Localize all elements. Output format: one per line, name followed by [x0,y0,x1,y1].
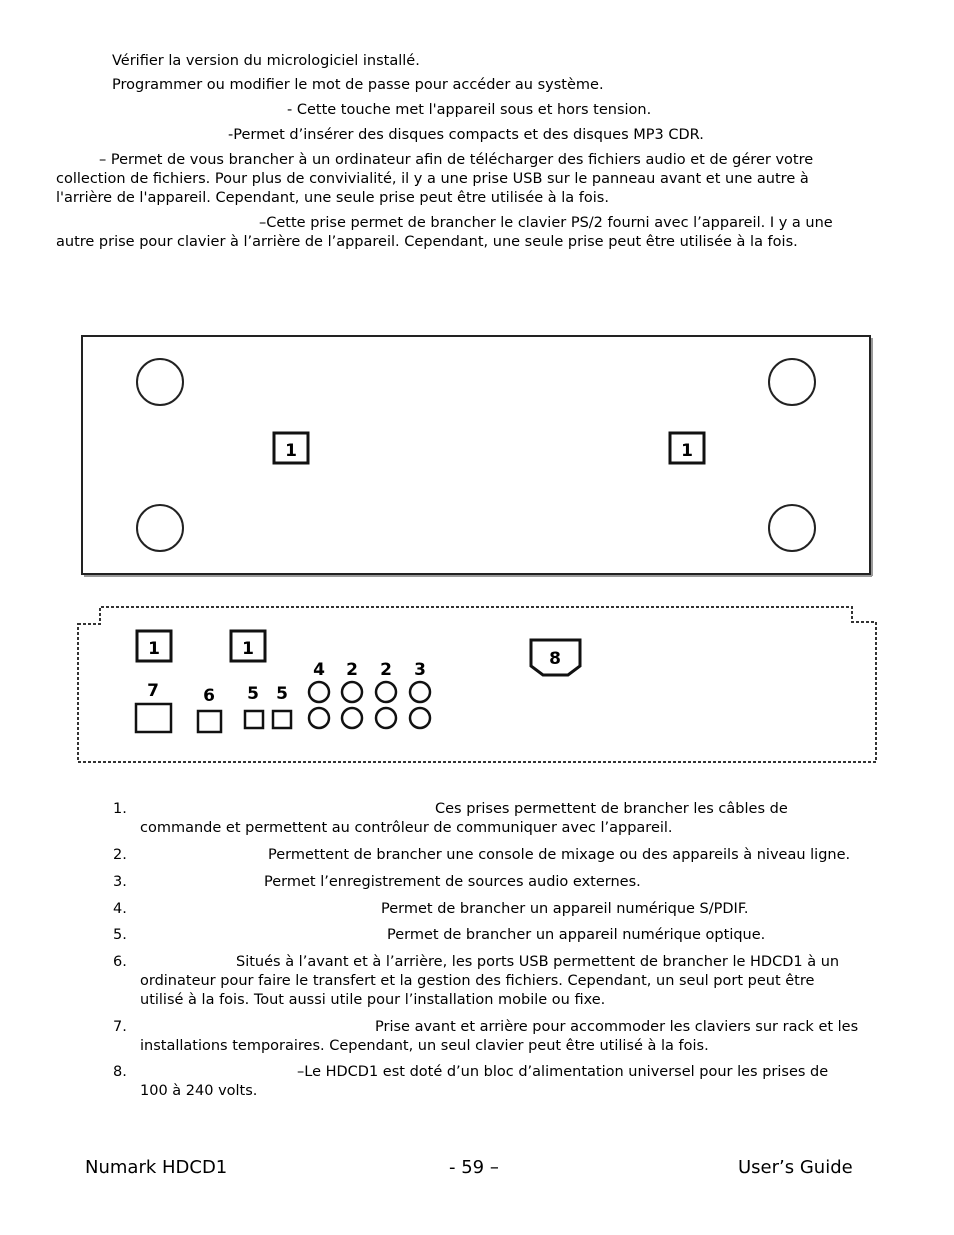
list-text: –Le HDCD1 est doté d’un bloc d’alimentation universel pour les prises de [297,1064,829,1080]
intro-line-password: Programmer ou modifier le mot de passe pour accéder au système. [112,77,604,93]
svg-text:1: 1 [242,639,254,659]
usb-port [198,711,221,732]
optical-port [273,711,291,728]
list-number: 4. [113,901,127,917]
svg-text:8: 8 [549,649,561,669]
optical-port [245,711,263,728]
list-text: Situés à l’avant et à l’arrière, les ports USB permettent de brancher le HDCD1 à un [236,954,840,970]
usb-paragraph-line: – Permet de vous brancher à un ordinateur afin de télécharger des fichiers audio et de gérer votre [99,152,814,168]
list-text: Prise avant et arrière pour accommoder les claviers sur rack et les [375,1019,859,1035]
list-number: 5. [113,927,127,943]
footer-product: Numark HDCD1 [85,1157,228,1178]
callout-1-rear-b [231,631,265,661]
front-panel-diagram [82,336,872,576]
list-text: utilisé à la fois. Tout aussi utile pour l’installation mobile ou fixe. [140,992,606,1008]
intro-line-disc-tray: -Permet d’insérer des disques compacts et des disques MP3 CDR. [228,127,704,143]
label-6: 6 [203,686,215,706]
list-number: 8. [113,1064,127,1080]
list-number: 7. [113,1019,127,1035]
keyboard-paragraph-line: –Cette prise permet de brancher le clavier PS/2 fourni avec l’appareil. I y a une [259,215,833,231]
list-text: ordinateur pour faire le transfert et la gestion des fichiers. Cependant, un seul port peut être [140,973,815,989]
label-5: 5 [276,684,288,704]
callout-1-rear-a [137,631,171,661]
label-2: 2 [380,660,392,680]
intro-line-firmware: Vérifier la version du micrologiciel installé. [112,53,420,69]
footer-page-number: - 59 – [449,1157,499,1178]
svg-text:1: 1 [681,441,693,461]
callout-1-front-left [274,433,308,463]
list-text: Permettent de brancher une console de mixage ou des appareils à niveau ligne. [268,847,851,863]
footer-guide-title: User’s Guide [738,1157,853,1178]
label-7: 7 [147,681,159,701]
label-2: 2 [346,660,358,680]
keyboard-port [136,704,171,732]
list-number: 2. [113,847,127,863]
svg-text:1: 1 [148,639,160,659]
list-text: Permet l’enregistrement de sources audio externes. [264,874,641,890]
label-3: 3 [414,660,426,680]
svg-text:1: 1 [285,441,297,461]
list-text: Ces prises permettent de brancher les câbles de [435,801,788,817]
callout-1-front-right [670,433,704,463]
usb-paragraph-line: l'arrière de l'appareil. Cependant, une seule prise peut être utilisée à la fois. [56,190,609,206]
list-text: 100 à 240 volts. [140,1083,258,1099]
list-text: commande et permettent au contrôleur de communiquer avec l’appareil. [140,820,673,836]
list-number: 1. [113,801,127,817]
keyboard-paragraph-line: autre prise pour clavier à l’arrière de l’appareil. Cependant, une seule prise peut être utilisée à la fois. [56,234,798,250]
usb-paragraph-line: collection de fichiers. Pour plus de convivialité, il y a une prise USB sur le panneau avant et une autre à [56,171,809,187]
power-inlet [531,640,580,675]
intro-line-power: - Cette touche met l'appareil sous et hors tension. [287,102,652,118]
list-text: Permet de brancher un appareil numérique optique. [387,927,766,943]
label-5: 5 [247,684,259,704]
list-text: installations temporaires. Cependant, un seul clavier peut être utilisé à la fois. [140,1038,709,1054]
list-number: 3. [113,874,127,890]
list-number: 6. [113,954,127,970]
label-4: 4 [313,660,325,680]
list-text: Permet de brancher un appareil numérique S/PDIF. [381,901,749,917]
rear-panel-diagram [78,607,876,762]
